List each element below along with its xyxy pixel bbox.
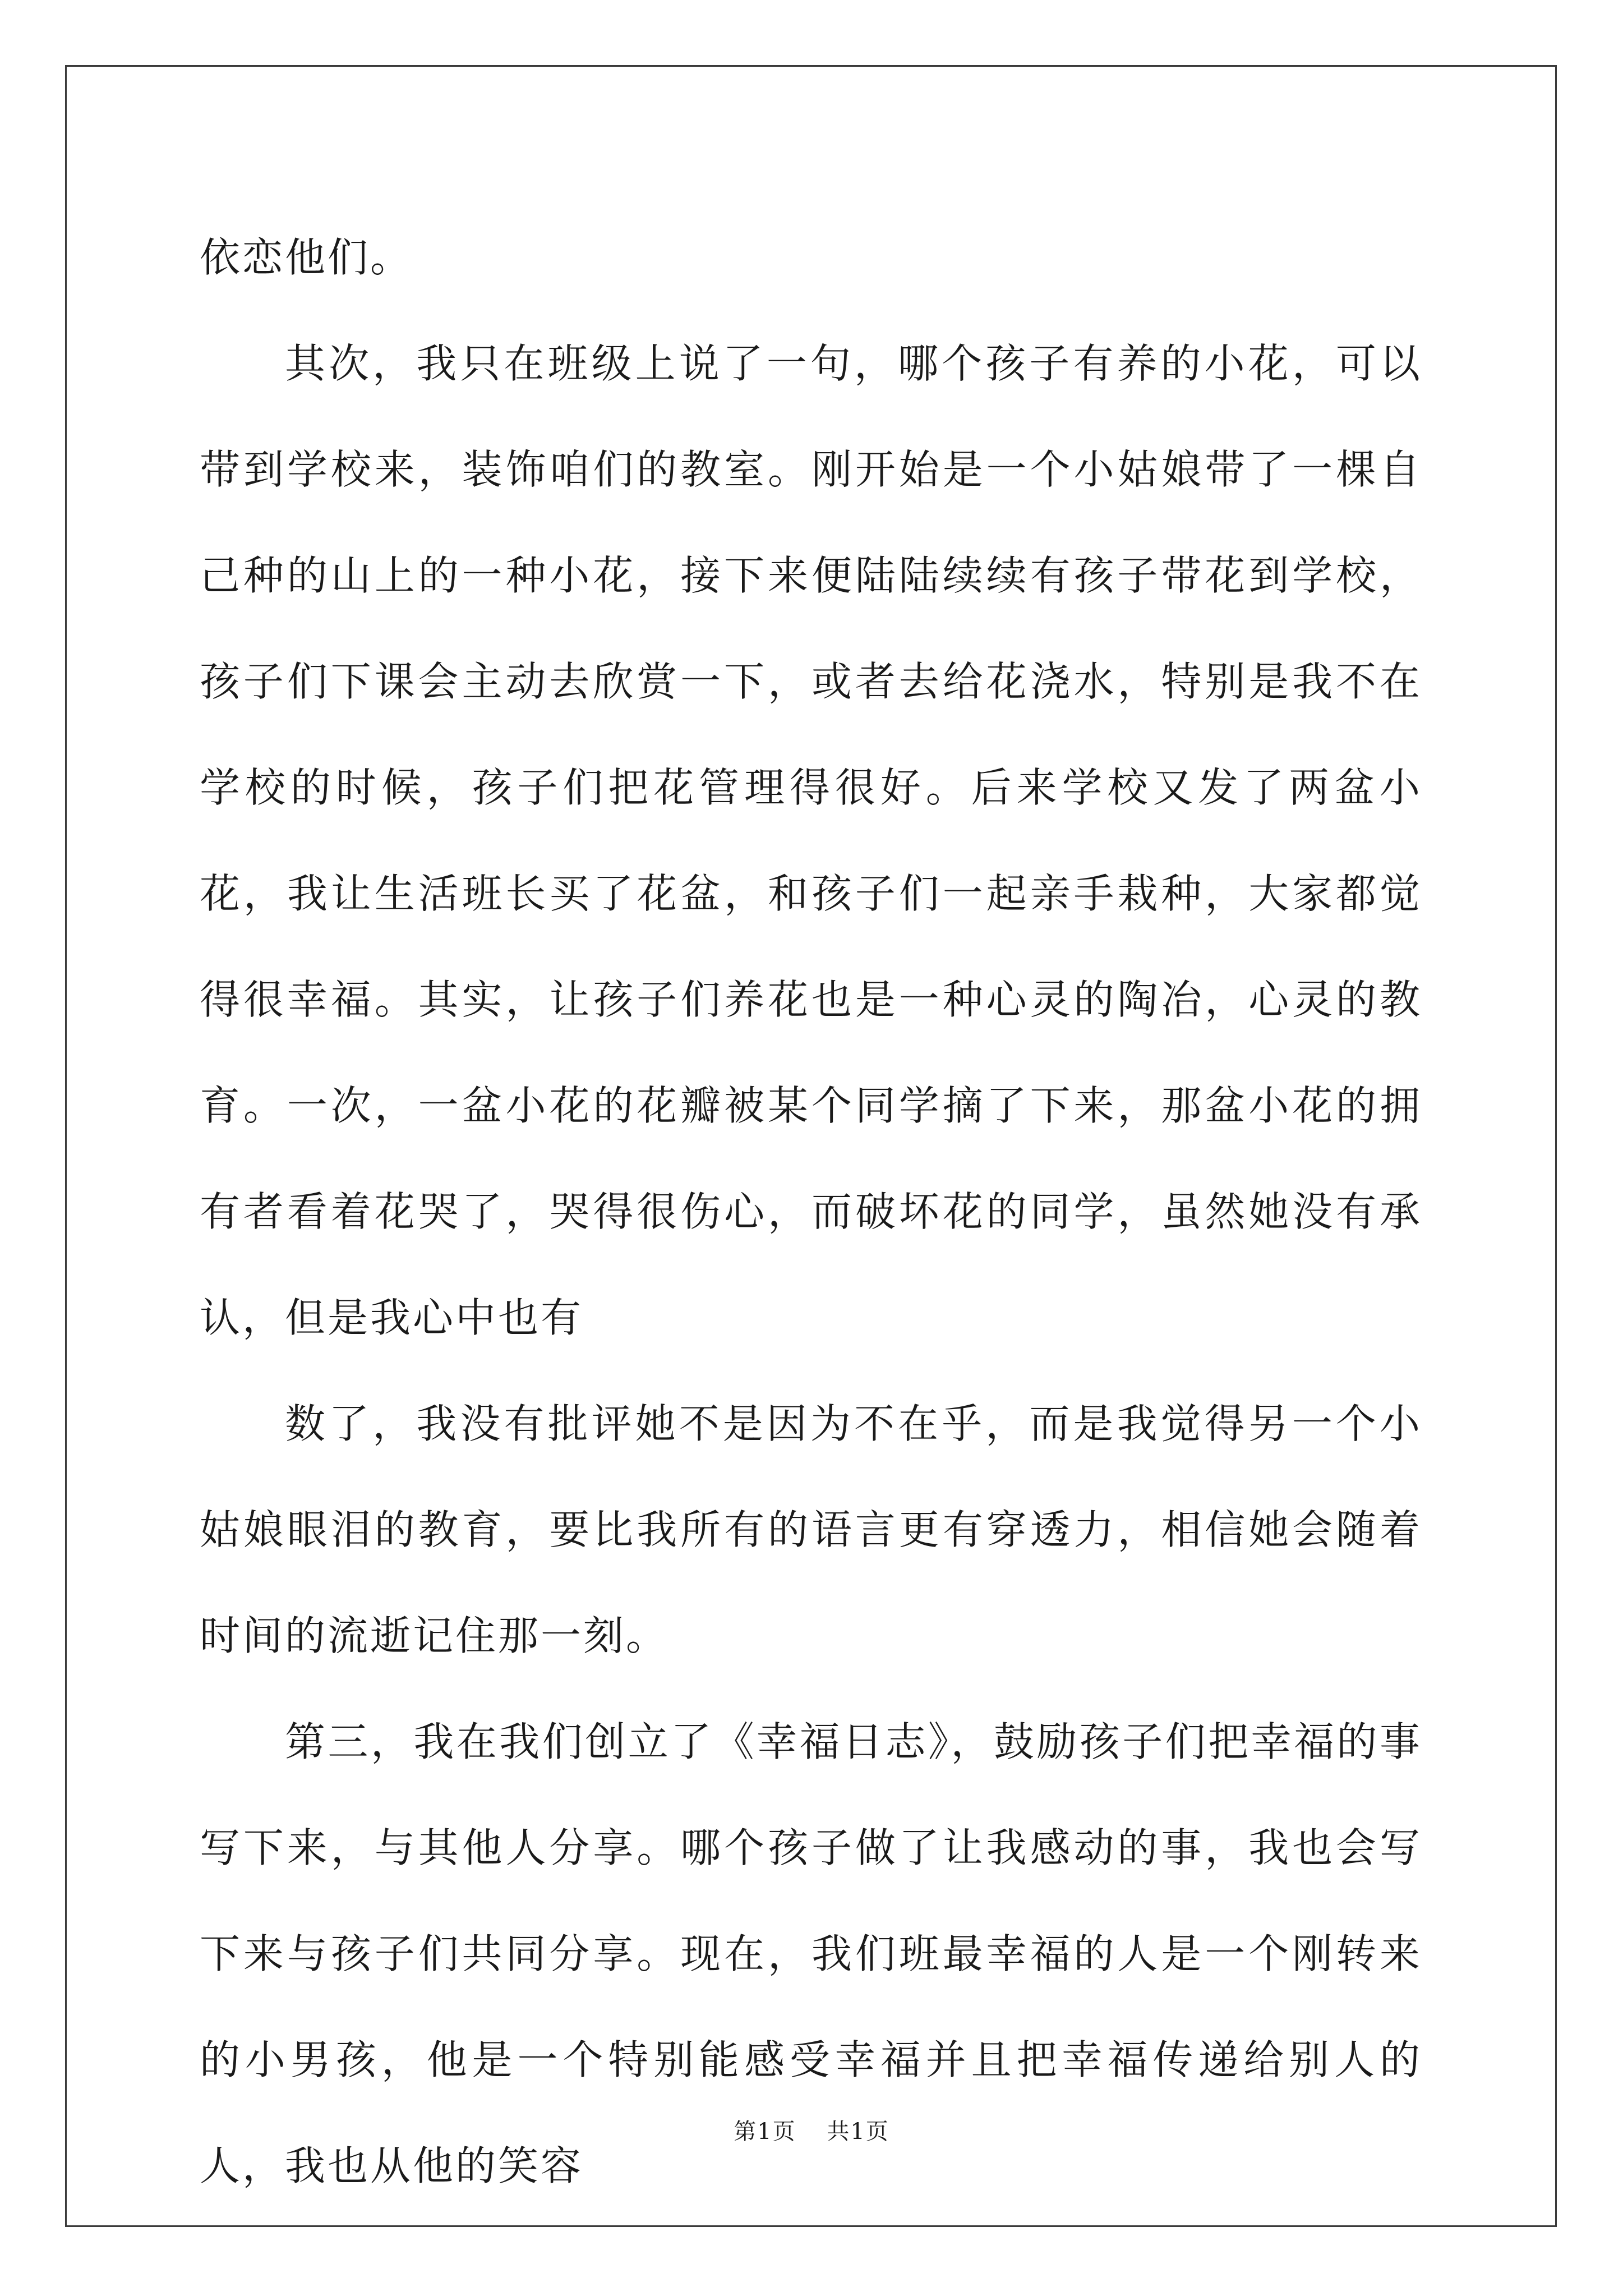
paragraph-1: 依恋他们。: [200, 234, 413, 281]
page-total: 共1页: [827, 2119, 889, 2145]
document-body: [200, 205, 1422, 2219]
paragraph-2: 其次，我只在班级上说了一句，哪个孩子有养的小花，可以带到学校来，装饰咱们的教室。刚开始是一个小姑娘带了一棵自己种的山上的一种小花，接下来便陆陆续续有孩子带花到学校，孩子们下课会主动去欣赏一下，或者去给花浇水，特别是我不在学校的时候，孩子们把花管理得很好。后来学校又发了两盆小花，我让生活班长买了花盆，和孩子们一起亲手栽种，大家都觉得很幸福。其实，让孩子们养花也是一种心灵的陶冶，心灵的教育。一次，一盆小花的花瓣被某个同学摘了下来，那盆小花的拥有者看着花哭了，哭得很伤心，而破坏花的同学，虽然她没有承认，但是我心中也有: [200, 340, 1422, 1341]
page-number: 第1页: [734, 2119, 796, 2145]
paragraph-3: 数了，我没有批评她不是因为不在乎，而是我觉得另一个小姑娘眼泪的教育，要比我所有的语言更有穿透力，相信她会随着时间的流逝记住那一刻。: [200, 1400, 1422, 1659]
page-footer: [0, 2115, 1623, 2148]
paragraph-4: 第三，我在我们创立了《幸福日志》，鼓励孩子们把幸福的事写下来，与其他人分享。哪个孩子做了让我感动的事，我也会写下来与孩子们共同分享。现在，我们班最幸福的人是一个刚转来的小男孩，他是一个特别能感受幸福并且把幸福传递给别人的人，我也从他的笑容: [200, 1718, 1422, 2189]
